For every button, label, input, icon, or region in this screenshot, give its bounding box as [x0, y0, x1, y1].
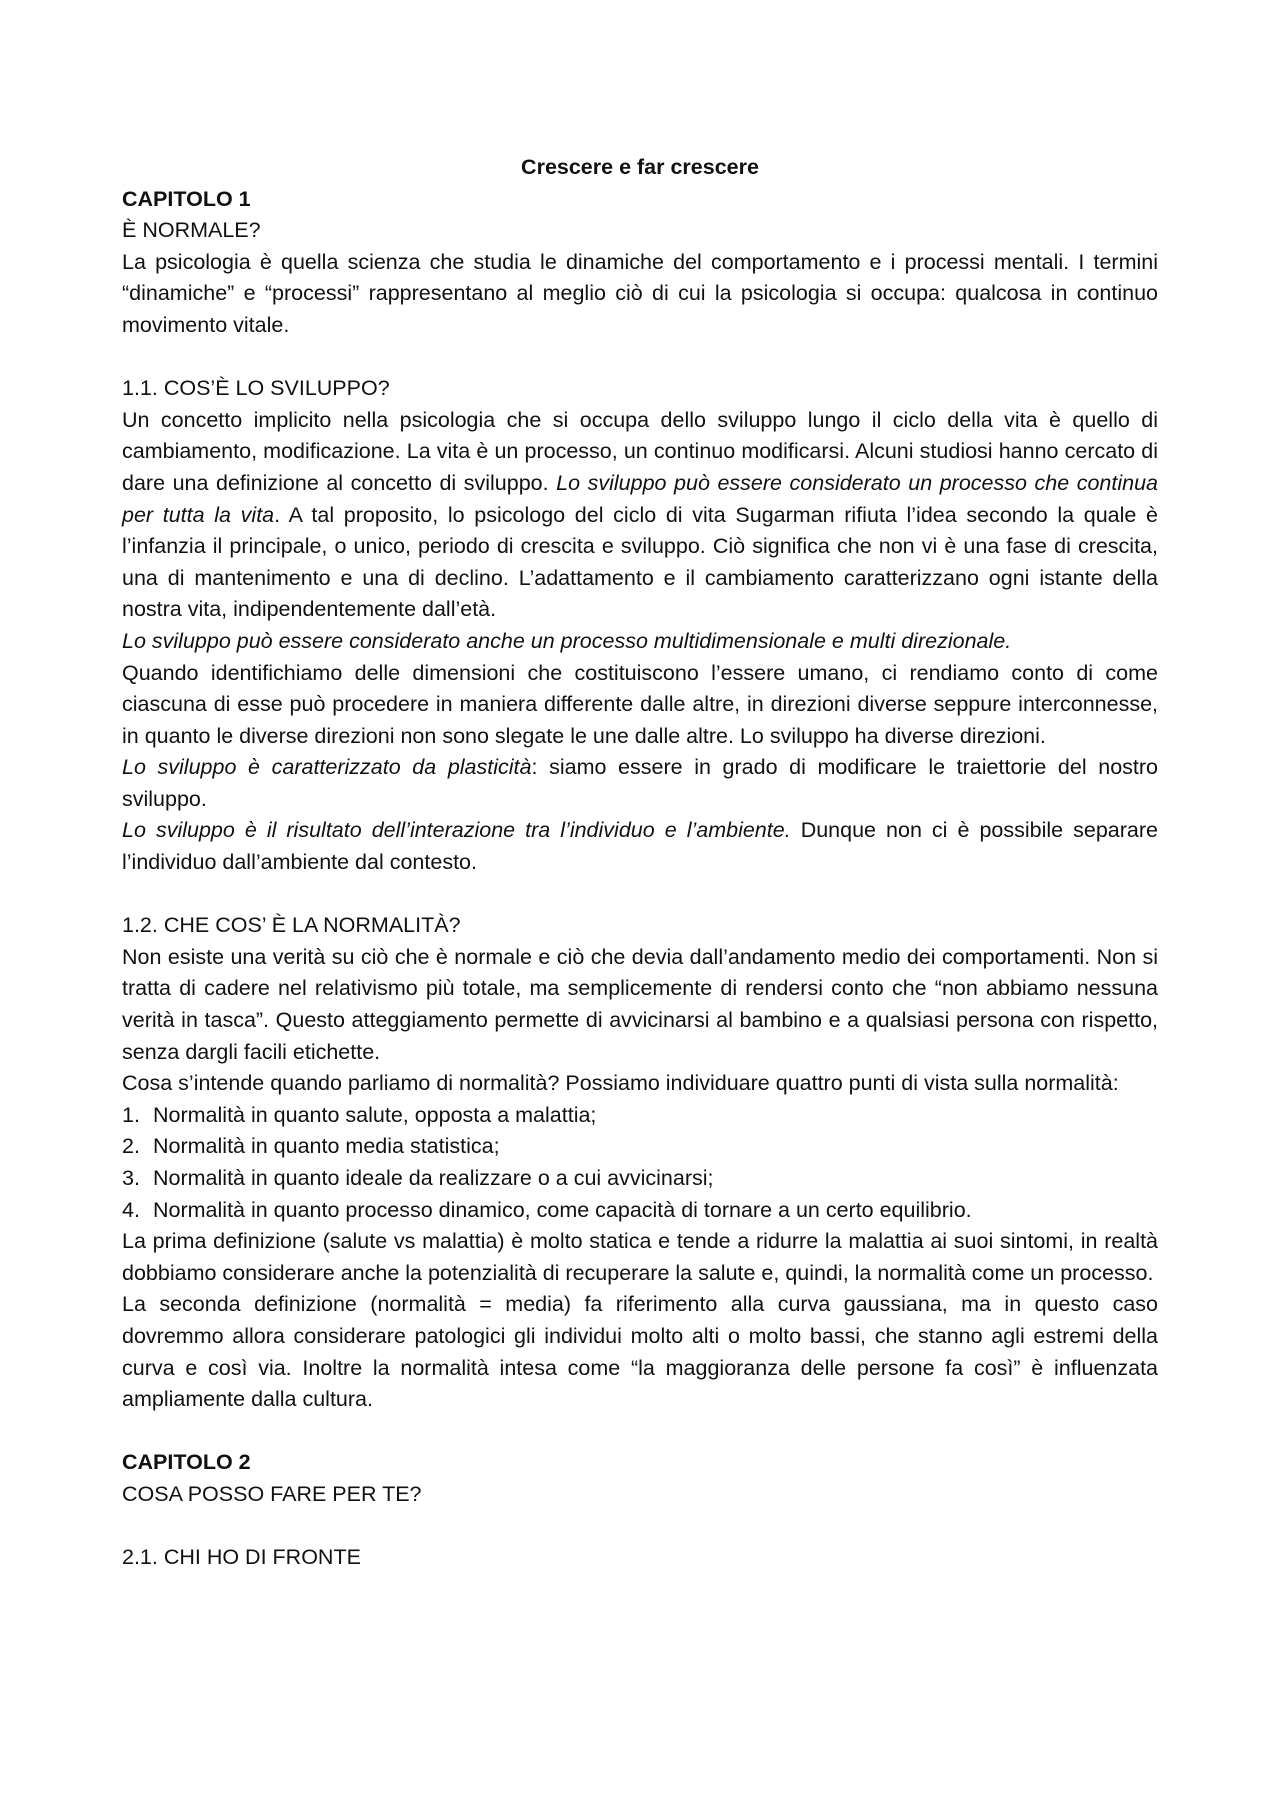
section-2-1-heading: 2.1. CHI HO DI FRONTE [122, 1545, 361, 1570]
chapter-1-subtitle: È NORMALE? [122, 218, 261, 243]
text-run: Dunque non ci è possibile separare l’individuo dall’ambiente dal contesto. [122, 818, 1158, 875]
section-1-2-heading: 1.2. CHE COS’ È LA NORMALITÀ? [122, 913, 461, 938]
section-1-2-paragraph-1: Non esiste una verità su ciò che è normale e ciò che devia dall’andamento medio dei comportamenti. Non si tratta di cadere nel relativismo più totale, ma semplicemente di rendersi conto che “non abbiamo nessuna verità in tasca”. Questo atteggiamento permette di avvicinarsi al bambino e a qualsiasi persona con rispetto, senza dargli facili etichette. [122, 944, 1158, 1064]
section-1-1-paragraph-5 [122, 815, 1158, 878]
list-text: Normalità in quanto ideale da realizzare o a cui avvicinarsi; [153, 1166, 714, 1190]
text-run: Un concetto implicito nella psicologia che si occupa dello sviluppo lungo il ciclo della vita è quello di cambiamento, modificazione. La vita è un processo, un continuo modificarsi. Alcuni studiosi hanno cercato di dare una definizione al concetto di sviluppo. [122, 407, 1158, 495]
list-number: 2. [122, 1134, 140, 1159]
list-item [122, 1131, 1158, 1163]
section-1-1-heading: 1.1. COS’È LO SVILUPPO? [122, 376, 390, 401]
italic-run: Lo sviluppo può essere considerato un processo che continua per tutta la vita [122, 470, 1158, 527]
section-1-1-paragraph-1 [122, 405, 1158, 626]
spacer [122, 342, 1158, 374]
spacer [122, 879, 1158, 911]
list-item [122, 1163, 1158, 1195]
list-number: 3. [122, 1166, 140, 1190]
chapter-2-subtitle: COSA POSSO FARE PER TE? [122, 1481, 422, 1506]
normality-list [122, 1100, 1158, 1226]
list-item [122, 1195, 1158, 1227]
section-1-2-paragraph-2: Cosa s’intende quando parliamo di normalità? Possiamo individuare quattro punti di vista sulla normalità: [122, 1071, 1119, 1096]
chapter-2-label: CAPITOLO 2 [122, 1450, 251, 1475]
italic-run: Lo sviluppo può essere considerato anche un processo multidimensionale e multi direzionale. [122, 628, 1012, 653]
spacer [122, 1511, 1158, 1543]
section-1-1-paragraph-4 [122, 752, 1158, 815]
section-1-2-paragraph-3: La prima definizione (salute vs malattia) è molto statica e tende a ridurre la malattia ai suoi sintomi, in realtà dobbiamo considerare anche la potenzialità di recuperare la salute e, quindi, la normalità come un processo. [122, 1229, 1158, 1285]
list-number: 1. [122, 1102, 140, 1127]
document-title: Crescere e far crescere [521, 155, 759, 179]
list-text: Normalità in quanto salute, opposta a malattia; [153, 1102, 597, 1127]
section-1-1-paragraph-2 [122, 626, 1158, 658]
list-text: Normalità in quanto processo dinamico, come capacità di tornare a un certo equilibrio. [153, 1197, 972, 1222]
list-item [122, 1100, 1158, 1132]
chapter-1-label: CAPITOLO 1 [122, 186, 251, 211]
list-text: Normalità in quanto media statistica; [153, 1134, 500, 1159]
italic-run: Lo sviluppo è il risultato dell’interazione tra l’individuo e l’ambiente. [122, 818, 791, 843]
list-number: 4. [122, 1197, 140, 1222]
section-1-1-paragraph-3: Quando identifichiamo delle dimensioni che costituiscono l’essere umano, ci rendiamo conto di come ciascuna di esse può procedere in maniera differente dalle altre, in direzioni diverse seppure interconnesse, in quanto le diverse direzioni non sono slegate le une dalle altre. Lo sviluppo ha diverse direzioni. [122, 660, 1158, 748]
text-run: . A tal proposito, lo psicologo del ciclo di vita Sugarman rifiuta l’idea secondo la quale è l’infanzia il principale, o unico, periodo di crescita e sviluppo. Ciò significa che non vi è una fase di crescita, una di mantenimento e una di declino. L’adattamento e il cambiamento caratterizzano ogni istante della nostra vita, indipendentemente dall’età. [122, 502, 1158, 622]
spacer [122, 1416, 1158, 1448]
text-run: : siamo essere in grado di modificare le traiettorie del nostro sviluppo. [122, 755, 1158, 811]
chapter-1-intro: La psicologia è quella scienza che studia le dinamiche del comportamento e i processi mentali. I termini “dinamiche” e “processi” rappresentano al meglio ciò di cui la psicologia si occupa: qualcosa in continuo movimento vitale. [122, 249, 1158, 337]
italic-run: Lo sviluppo è caratterizzato da plasticità [122, 755, 532, 780]
section-1-2-paragraph-4: La seconda definizione (normalità = media) fa riferimento alla curva gaussiana, ma in questo caso dovremmo allora considerare patologici gli individui molto alti o molto bassi, che stanno agli estremi della curva e così via. Inoltre la normalità intesa come “la maggioranza delle persone fa così” è influenzata ampliamente dalla cultura. [122, 1292, 1158, 1412]
